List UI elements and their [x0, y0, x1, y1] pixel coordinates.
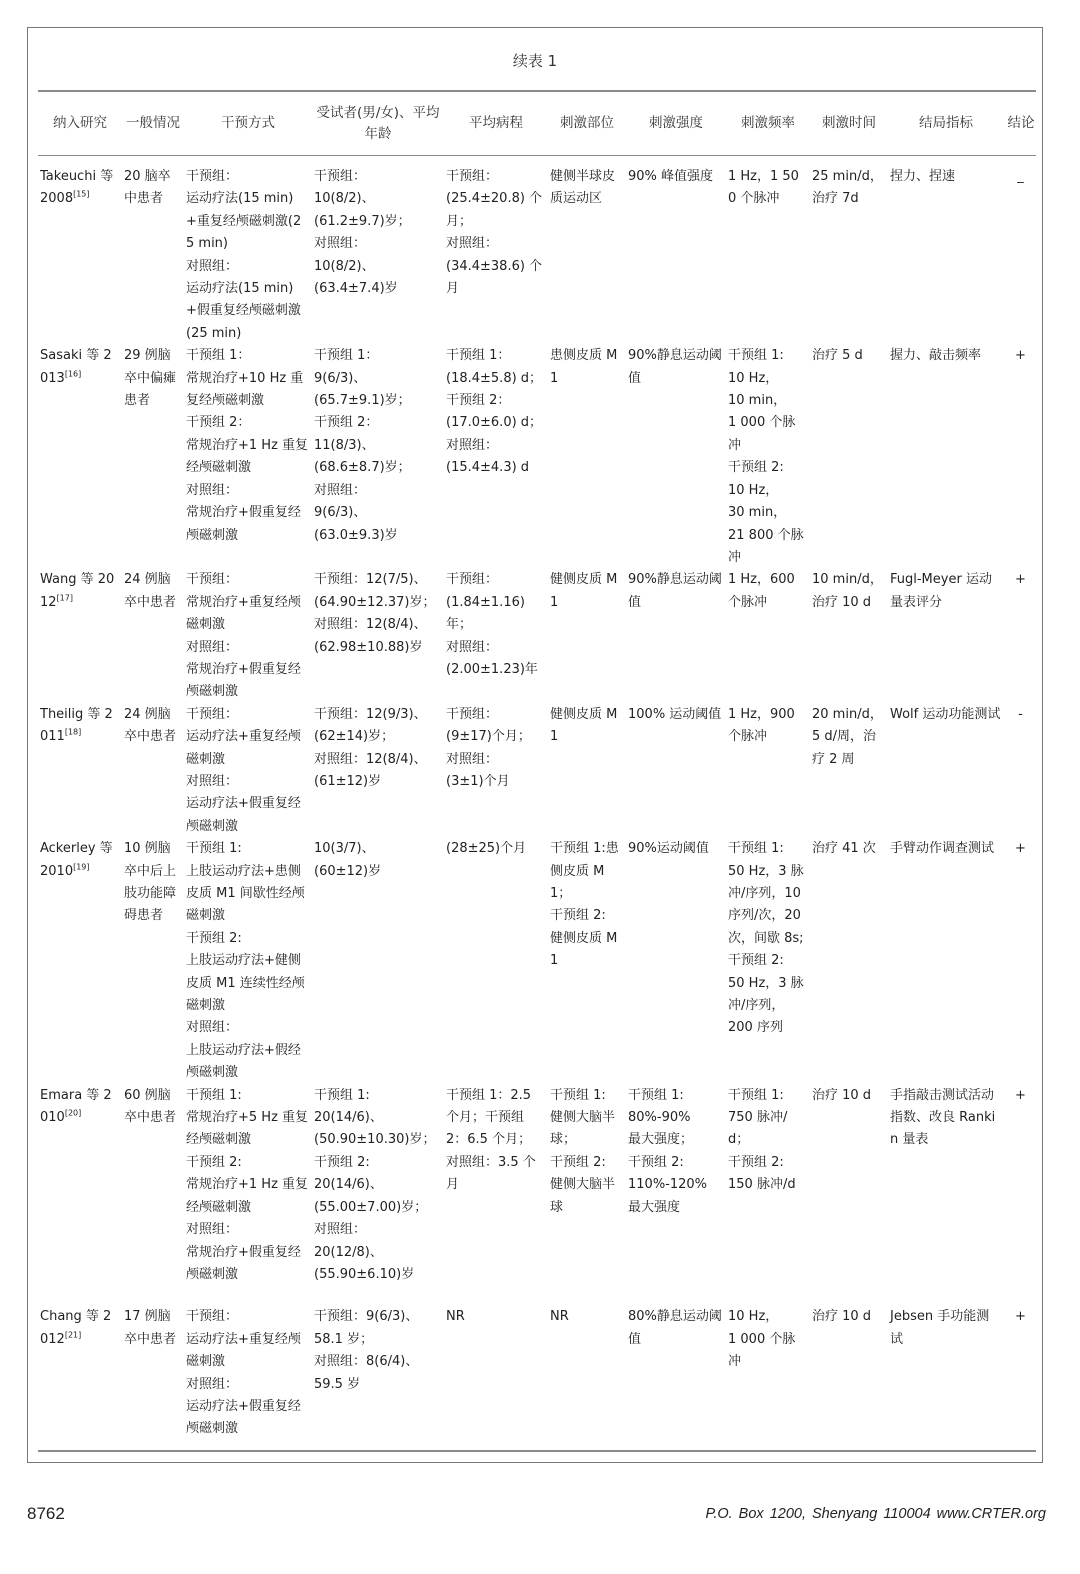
header-cell: 干预方式	[221, 115, 275, 131]
cell-time: 治疗 41 次	[812, 841, 876, 857]
cell-duration: 干预组 1： (18.4±5.8) d； 干预组 2： (17.0±6.0) d； 对照组： (15.4±4.3) d	[446, 348, 543, 476]
cell-outcome: Jebsen 手功能测试	[890, 1309, 990, 1347]
cell-duration: 干预组： (25.4±20.8) 个月； 对照组： (34.4±38.6) 个月	[446, 169, 543, 297]
cell-general: 29 例脑卒中偏瘫患者	[124, 348, 177, 409]
cell-site: NR	[550, 1309, 569, 1325]
cell-intervention: 干预组 1： 常规治疗+10 Hz 重复经颅磁刺激 干预组 2： 常规治疗+1 Hz 重复经颅磁刺激 对照组： 常规治疗+假重复经颅磁刺激	[186, 348, 309, 543]
table-row	[38, 704, 1038, 838]
cell-duration: 干预组 1：2.5 个月；干预组 2：6.5 个月； 对照组：3.5 个月	[446, 1087, 536, 1193]
study-name: Wang 等 2012	[40, 572, 115, 610]
cell-frequency: 干预组 1: 10 Hz， 10 min， 1 000 个脉冲 干预组 2: 10 Hz， 30 min， 21 800 个脉冲	[728, 348, 804, 565]
cell-time: 治疗 10 d	[812, 1309, 872, 1325]
cell-site: 患侧皮质 M1	[550, 348, 618, 386]
study-name: Theilig 等 2011	[40, 706, 113, 745]
cell-subjects: 10(3/7)、 (60±12)岁	[314, 841, 382, 879]
cell-intensity: 90% 峰值强度	[628, 169, 714, 184]
cell-site: 健侧半球皮质运动区	[550, 169, 616, 207]
cell-intensity: 80%静息运动阈值	[628, 1309, 722, 1347]
cell-time: 治疗 5 d	[812, 348, 863, 364]
table-frame	[27, 27, 1043, 1463]
cell-conclusion: +	[1015, 572, 1026, 588]
header-cell: 受试者(男/女)、平均年龄	[316, 104, 440, 142]
cell-subjects: 干预组 1： 9(6/3)、 (65.7±9.1)岁； 干预组 2： 11(8/3)、 (68.6±8.7)岁； 对照组： 9(6/3)、 (63.0±9.3)岁	[314, 348, 411, 543]
cell-subjects: 干预组：9(6/3)、 58.1 岁； 对照组：8(6/4)、 59.5 岁	[314, 1309, 419, 1392]
cell-intensity: 90%静息运动阈值	[628, 572, 722, 610]
header-cell: 刺激强度	[649, 115, 703, 131]
cell-duration: NR	[446, 1309, 465, 1325]
cell-subjects: 干预组：12(7/5)、 (64.90±12.37)岁； 对照组：12(8/4)、 (62.98±10.88)岁	[314, 572, 436, 655]
reference-number: [18]	[64, 727, 82, 737]
cell-subjects: 干预组 1: 20(14/6)、 (50.90±10.30)岁； 干预组 2: 20(14/6)、 (55.00±7.00)岁； 对照组： 20(12/8)、 (55.90±6.10)岁	[314, 1087, 436, 1282]
cell-study	[38, 1286, 122, 1440]
cell-site: 健侧皮质 M1	[550, 706, 618, 745]
cell-general: 20 脑卒中患者	[124, 169, 171, 207]
cell-conclusion: -	[1018, 706, 1023, 722]
cell-conclusion: +	[1015, 841, 1026, 857]
cell-intensity: 90%静息运动阈值	[628, 348, 722, 386]
cell-duration: 干预组： (9±17)个月； 对照组： (3±1)个月	[446, 706, 531, 789]
cell-intervention: 干预组： 常规治疗+重复经颅磁刺激 对照组： 常规治疗+假重复经颅磁刺激	[186, 572, 301, 700]
cell-conclusion: +	[1015, 1087, 1026, 1103]
table-row	[38, 569, 1038, 703]
cell-intervention: 干预组 1: 上肢运动疗法+患侧皮质 M1 间歇性经颅磁刺激 干预组 2: 上肢运动疗法+健侧皮质 M1 连续性经颅磁刺激 对照组： 上肢运动疗法+假经颅磁刺激	[186, 841, 305, 1081]
cell-site: 干预组 1:患侧皮质 M1； 干预组 2: 健侧皮质 M1	[550, 841, 619, 969]
cell-general: 24 例脑卒中患者	[124, 706, 177, 745]
table-caption: 续表 1	[512, 52, 558, 70]
footer-address: P.O. Box 1200, Shenyang 110004 www.CRTER.org	[705, 1506, 1046, 1522]
cell-outcome: 捏力、捏速	[890, 169, 956, 184]
study-name: Takeuchi 等 2008	[40, 169, 114, 207]
cell-study	[38, 838, 122, 1084]
table-row	[38, 1286, 1038, 1440]
cell-intervention: 干预组： 运动疗法(15 min)+重复经颅磁刺激(25 min) 对照组： 运动疗法(15 min)+假重复经颅磁刺激(25 min)	[186, 169, 302, 341]
cell-general: 24 例脑卒中患者	[124, 572, 177, 610]
reference-number: [15]	[73, 190, 90, 200]
table-row	[38, 1085, 1038, 1287]
cell-study	[38, 569, 122, 703]
cell-study	[38, 1085, 122, 1287]
reference-number: [21]	[64, 1330, 82, 1340]
cell-time: 10 min/d，治疗 10 d	[812, 572, 883, 610]
study-table	[38, 92, 1038, 1441]
table-row	[38, 155, 1038, 345]
cell-study	[38, 155, 122, 345]
cell-conclusion: +	[1015, 1309, 1026, 1325]
header-row	[38, 92, 1038, 155]
reference-number: [20]	[64, 1108, 82, 1118]
cell-time: 25 min/d，治疗 7d	[812, 169, 883, 207]
cell-time: 20 min/d，5 d/周，治疗 2 周	[812, 706, 883, 767]
cell-study	[38, 704, 122, 838]
cell-intensity: 干预组 1: 80%-90% 最大强度； 干预组 2: 110%-120% 最大强度	[628, 1087, 708, 1215]
header-cell: 结局指标	[919, 115, 973, 131]
header-cell: 刺激部位	[560, 115, 614, 131]
study-name: Chang 等 2012	[40, 1309, 112, 1347]
page-number: 8762	[27, 1504, 65, 1523]
cell-frequency: 10 Hz， 1 000 个脉冲	[728, 1309, 796, 1370]
cell-outcome: 手指敲击测试活动指数、改良 Rankin 量表	[890, 1087, 996, 1148]
cell-intervention: 干预组： 运动疗法+重复经颅磁刺激 对照组： 运动疗法+假重复经颅磁刺激	[186, 706, 301, 834]
reference-number: [16]	[64, 369, 82, 379]
cell-frequency: 干预组 1: 50 Hz，3 脉冲/序列，10 序列/次，20 次，间歇 8s; 干预组 2: 50 Hz，3 脉冲/序列， 200 序列	[728, 841, 804, 1036]
header-cell: 刺激频率	[741, 115, 795, 131]
cell-frequency: 1 Hz，600 个脉冲	[728, 572, 795, 610]
cell-intensity: 100% 运动阈值	[628, 706, 722, 722]
study-name: Sasaki 等 2013	[40, 348, 112, 386]
cell-frequency: 干预组 1: 750 脉冲/d； 干预组 2: 150 脉冲/d	[728, 1087, 796, 1193]
cell-outcome: Fugl-Meyer 运动量表评分	[890, 572, 992, 610]
reference-number: [17]	[56, 593, 73, 603]
table-body	[38, 155, 1038, 1441]
cell-general: 60 例脑卒中患者	[124, 1087, 177, 1126]
header-cell: 结论	[1007, 115, 1035, 131]
cell-frequency: 1 Hz，900 个脉冲	[728, 706, 795, 745]
table-row	[38, 345, 1038, 569]
cell-intervention: 干预组 1: 常规治疗+5 Hz 重复经颅磁刺激 干预组 2: 常规治疗+1 Hz 重复经颅磁刺激 对照组： 常规治疗+假重复经颅磁刺激	[186, 1087, 309, 1282]
cell-conclusion: +	[1015, 348, 1026, 364]
cell-study	[38, 345, 122, 569]
cell-frequency: 1 Hz，1 500 个脉冲	[728, 169, 799, 207]
cell-time: 治疗 10 d	[812, 1087, 872, 1103]
study-name: Ackerley 等 2010	[40, 841, 113, 879]
cell-site: 健侧皮质 M1	[550, 572, 618, 610]
cell-intervention: 干预组： 运动疗法+重复经颅磁刺激 对照组： 运动疗法+假重复经颅磁刺激	[186, 1309, 301, 1437]
cell-site: 干预组 1: 健侧大脑半球； 干预组 2: 健侧大脑半球	[550, 1087, 616, 1215]
cell-general: 10 例脑卒中后上肢功能障碍患者	[124, 841, 177, 924]
bottom-rule	[38, 1450, 1036, 1452]
study-name: Emara 等 2010	[40, 1087, 112, 1126]
cell-outcome: Wolf 运动功能测试	[890, 706, 1001, 722]
header-cell: 纳入研究	[53, 115, 107, 131]
header-cell: 平均病程	[469, 115, 523, 131]
cell-conclusion: _	[1017, 169, 1024, 184]
page-footer	[27, 1504, 1046, 1526]
cell-duration: 干预组： (1.84±1.16)年； 对照组： (2.00±1.23)年	[446, 572, 538, 677]
cell-subjects: 干预组： 10(8/2)、 (61.2±9.7)岁； 对照组： 10(8/2)、 (63.4±7.4)岁	[314, 169, 411, 297]
header-cell: 一般情况	[126, 115, 180, 131]
header-cell: 刺激时间	[822, 115, 876, 131]
table-row	[38, 838, 1038, 1084]
cell-outcome: 握力、敲击频率	[890, 348, 982, 364]
cell-outcome: 手臂动作调查测试	[890, 841, 995, 857]
cell-duration: (28±25)个月	[446, 841, 527, 857]
cell-intensity: 90%运动阈值	[628, 841, 709, 857]
cell-subjects: 干预组：12(9/3)、 (62±14)岁； 对照组：12(8/4)、 (61±12)岁	[314, 706, 427, 789]
cell-general: 17 例脑卒中患者	[124, 1309, 177, 1347]
reference-number: [19]	[73, 862, 90, 872]
